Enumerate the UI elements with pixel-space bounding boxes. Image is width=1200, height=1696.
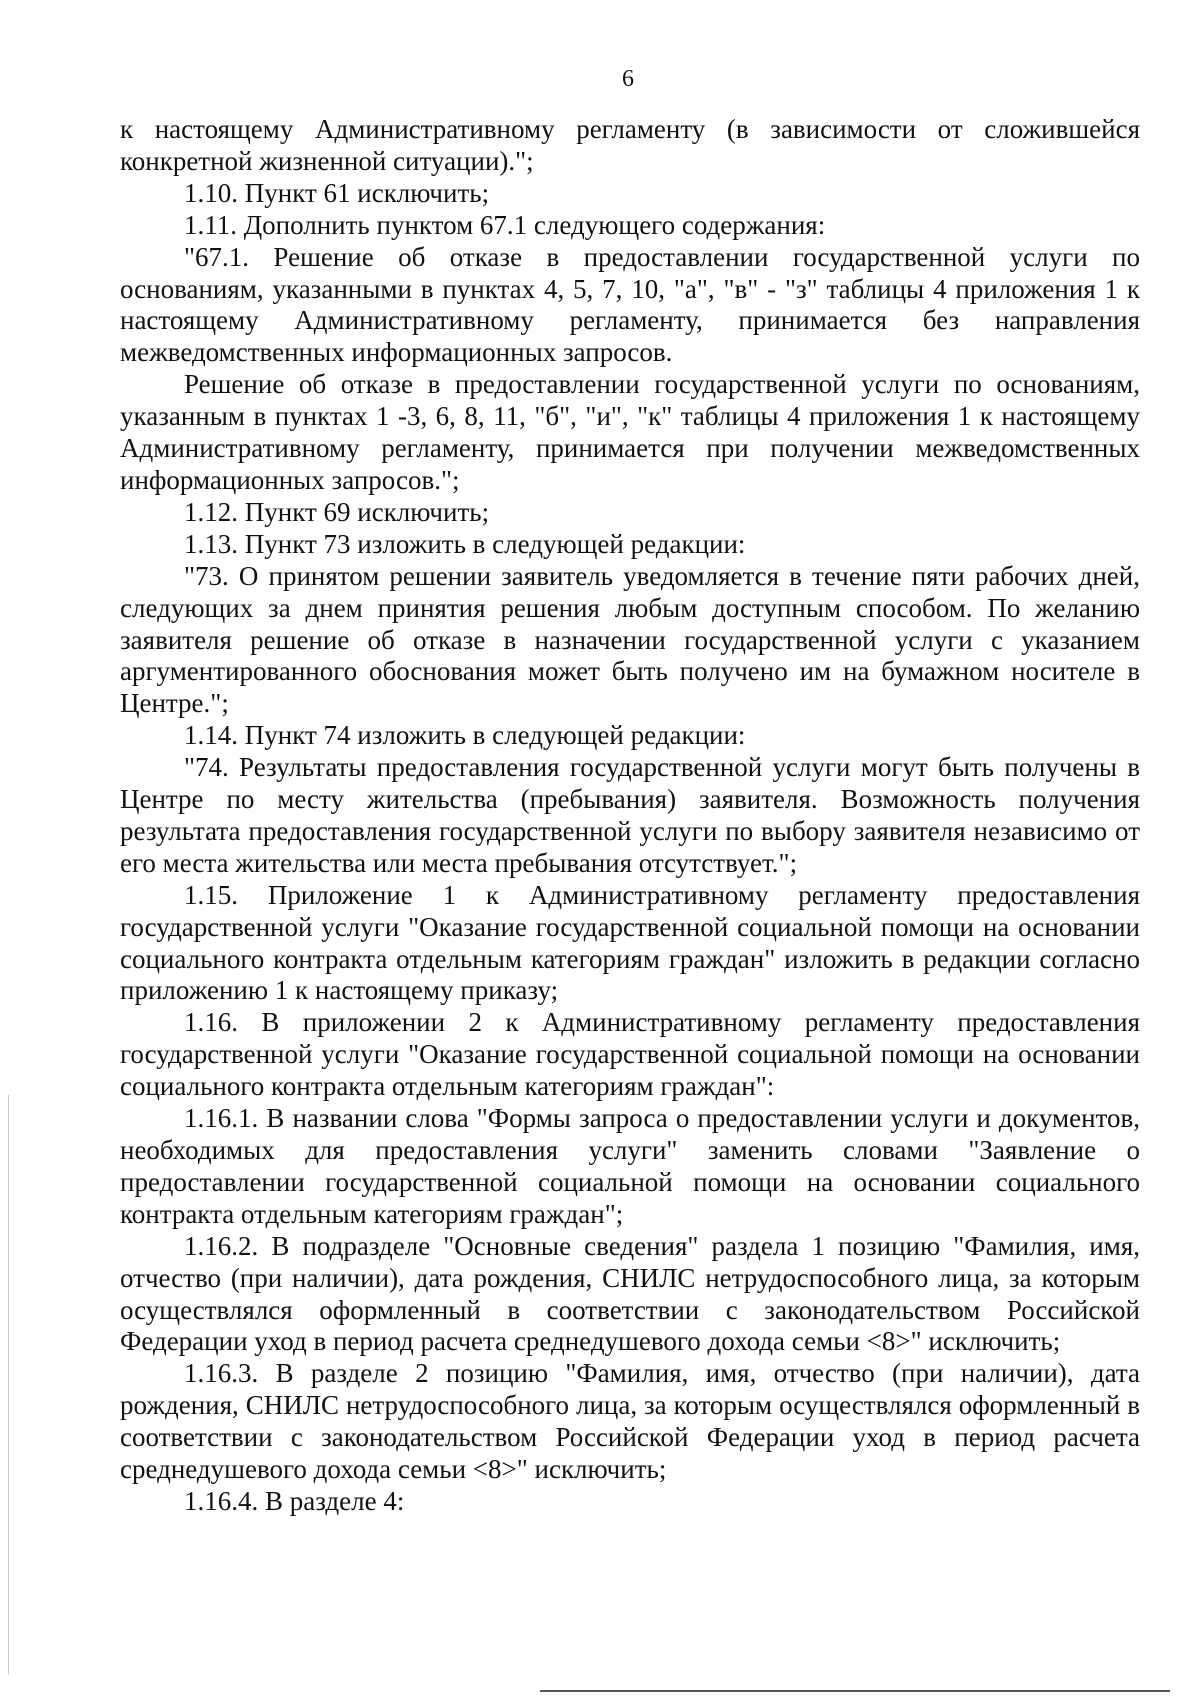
paragraph-1-16-3: 1.16.3. В разделе 2 позицию "Фамилия, имя, отчество (при наличии), дата рождения, СНИЛС нетрудоспособного лица, за которым осуществлялся оформленный в соответствии с законодательством Российской Федерации уход в период расчета среднедушевого дохода семьи <8>" исключить; xyxy=(120,1358,1140,1485)
document-body xyxy=(120,114,1140,1518)
paragraph-73: "73. О принятом решении заявитель уведомляется в течение пяти рабочих дней, следующих за днем принятия решения любым доступным способом. По желанию заявителя решение об отказе в назначении государственной услуги с указанием аргументированного обоснования может быть получено им на бумажном носителе в Центре."; xyxy=(120,560,1140,719)
paragraph-1-15: 1.15. Приложение 1 к Административному регламенту предоставления государственной услуги "Оказание государственной социальной помощи на основании социального контракта отдельным категориям граждан" изложить в редакции согласно приложению 1 к настоящему приказу; xyxy=(120,879,1140,1006)
scan-edge-line xyxy=(8,1095,9,1675)
paragraph-1-16-4: 1.16.4. В разделе 4: xyxy=(184,1485,405,1516)
page-number: 6 xyxy=(622,66,634,92)
paragraph-1-16: 1.16. В приложении 2 к Административному регламенту предоставления государственной услуги "Оказание государственной социальной помощи на основании социального контракта отдельным категориям граждан": xyxy=(120,1007,1140,1102)
paragraph-1-16-2: 1.16.2. В подразделе "Основные сведения" раздела 1 позицию "Фамилия, имя, отчество (при наличии), дата рождения, СНИЛС нетрудоспособного лица, за которым осуществлялся оформленный в соответствии с законодательством Российской Федерации уход в период расчета среднедушевого дохода семьи <8>" исключить; xyxy=(120,1230,1140,1357)
paragraph-1-14: 1.14. Пункт 74 изложить в следующей редакции: xyxy=(184,720,746,751)
paragraph-74: "74. Результаты предоставления государственной услуги могут быть получены в Центре по месту жительства (пребывания) заявителя. Возможность получения результата предоставления государственной услуги по выбору заявителя независимо от его места жительства или места пребывания отсутствует."; xyxy=(120,752,1140,878)
paragraph-67-1-second: Решение об отказе в предоставлении государственной услуги по основаниям, указанным в пунктах 1 -3, 6, 8, 11, "б", "и", "к" таблицы 4 приложения 1 к настоящему Административному регламенту, принимается при получении межведомственных информационных запросов."; xyxy=(120,369,1140,495)
paragraph-1-16-1: 1.16.1. В названии слова "Формы запроса о предоставлении услуги и документов, необходимых для предоставления услуги" заменить словами "Заявление о предоставлении государственной социальной помощи на основании социального контракта отдельным категориям граждан"; xyxy=(120,1103,1140,1229)
paragraph-67-1: "67.1. Решение об отказе в предоставлении государственной услуги по основаниям, указанными в пунктах 4, 5, 7, 10, "а", "в" - "з" таблицы 4 приложения 1 к настоящему Административному регламенту, принимается без направления межведомственных информационных запросов. xyxy=(120,241,1140,368)
paragraph-1-10: 1.10. Пункт 61 исключить; xyxy=(184,177,490,208)
paragraph-continuation: к настоящему Административному регламенту (в зависимости от сложившейся конкретной жизненной ситуации)."; xyxy=(120,114,1140,176)
paragraph-1-13: 1.13. Пункт 73 изложить в следующей редакции: xyxy=(184,528,746,559)
paragraph-1-11: 1.11. Дополнить пунктом 67.1 следующего содержания: xyxy=(184,209,826,240)
paragraph-1-12: 1.12. Пункт 69 исключить; xyxy=(184,496,490,527)
bottom-rule xyxy=(540,1690,1170,1692)
